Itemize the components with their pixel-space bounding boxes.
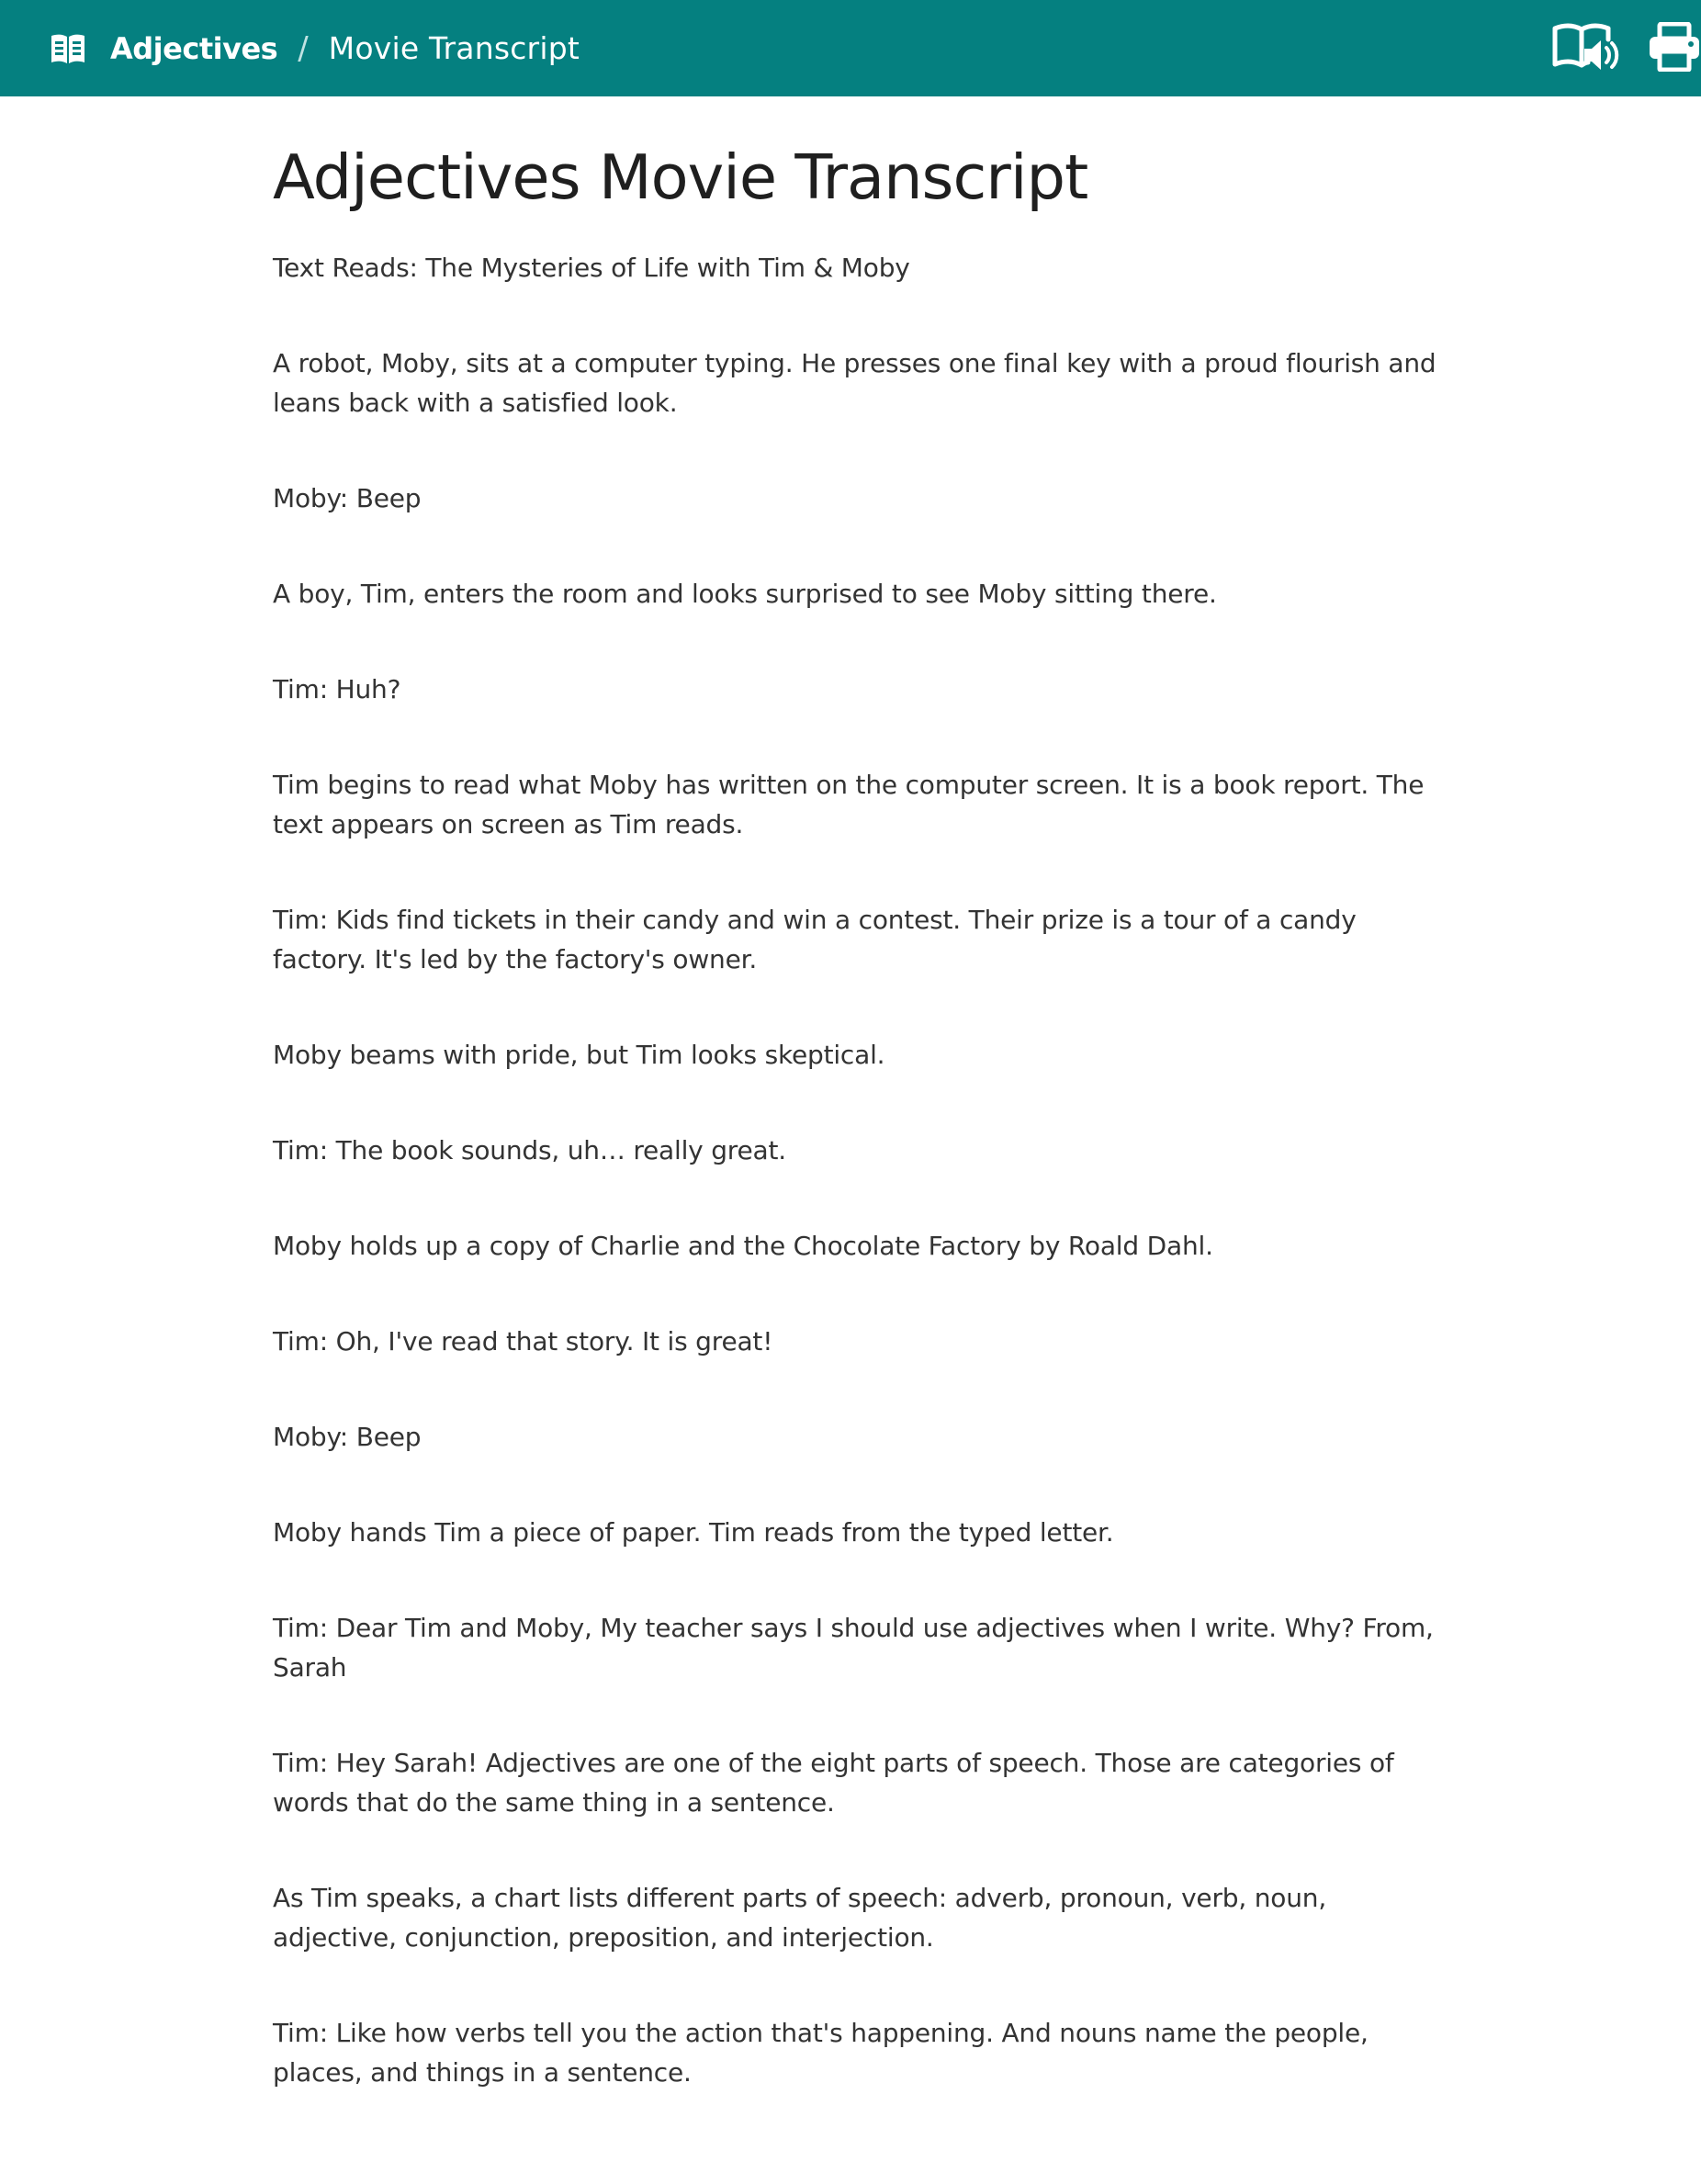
breadcrumb — [50, 0, 580, 96]
transcript-paragraph: Text Reads: The Mysteries of Life with Tim & Moby — [273, 253, 910, 284]
transcript — [273, 248, 1439, 2092]
transcript-paragraph: Tim: Huh? — [273, 674, 401, 705]
breadcrumb-link-adjectives[interactable]: Adjectives — [110, 30, 278, 66]
transcript-paragraph: Tim: Like how verbs tell you the action that's happening. And nouns name the people, places, and things in a sentence. — [273, 2018, 1369, 2088]
transcript-paragraph: Moby: Beep — [273, 483, 422, 514]
transcript-paragraph: A boy, Tim, enters the room and looks surprised to see Moby sitting there. — [273, 579, 1217, 610]
transcript-paragraph: Tim: The book sounds, uh… really great. — [273, 1135, 786, 1166]
main-content — [273, 96, 1439, 2148]
read-aloud-button[interactable] — [1551, 21, 1621, 76]
transcript-paragraph: Tim: Oh, I've read that story. It is great! — [273, 1326, 773, 1357]
top-bar — [0, 0, 1701, 96]
transcript-paragraph: Tim: Hey Sarah! Adjectives are one of the eight parts of speech. Those are categories of words that do the same thing in a sentence. — [273, 1748, 1394, 1818]
transcript-paragraph: Tim begins to read what Moby has written on the computer screen. It is a book report. The text appears on screen as Tim reads. — [273, 770, 1425, 840]
page-title: Adjectives Movie Transcript — [273, 141, 1088, 213]
print-button[interactable] — [1648, 21, 1701, 76]
header-actions — [1551, 0, 1701, 96]
breadcrumb-separator: / — [298, 29, 309, 67]
transcript-paragraph: Moby beams with pride, but Tim looks skeptical. — [273, 1040, 885, 1071]
transcript-paragraph: Moby: Beep — [273, 1422, 422, 1453]
breadcrumb-current: Movie Transcript — [328, 30, 580, 66]
transcript-paragraph: Tim: Kids find tickets in their candy and win a contest. Their prize is a tour of a candy factory. It's led by the factory's owner. — [273, 905, 1357, 975]
transcript-paragraph: A robot, Moby, sits at a computer typing. He presses one final key with a proud flourish and leans back with a satisfied look. — [273, 348, 1436, 419]
read-aloud-icon — [1551, 21, 1621, 75]
transcript-paragraph: Moby holds up a copy of Charlie and the Chocolate Factory by Roald Dahl. — [273, 1231, 1213, 1262]
transcript-paragraph: Tim: Dear Tim and Moby, My teacher says I should use adjectives when I write. Why? From, Sarah — [273, 1613, 1434, 1683]
book-icon — [50, 32, 86, 65]
transcript-paragraph: As Tim speaks, a chart lists different parts of speech: adverb, pronoun, verb, noun, adjective, conjunction, preposition, and interjection. — [273, 1883, 1327, 1953]
transcript-paragraph: Moby hands Tim a piece of paper. Tim reads from the typed letter. — [273, 1517, 1114, 1548]
print-icon — [1648, 22, 1701, 74]
